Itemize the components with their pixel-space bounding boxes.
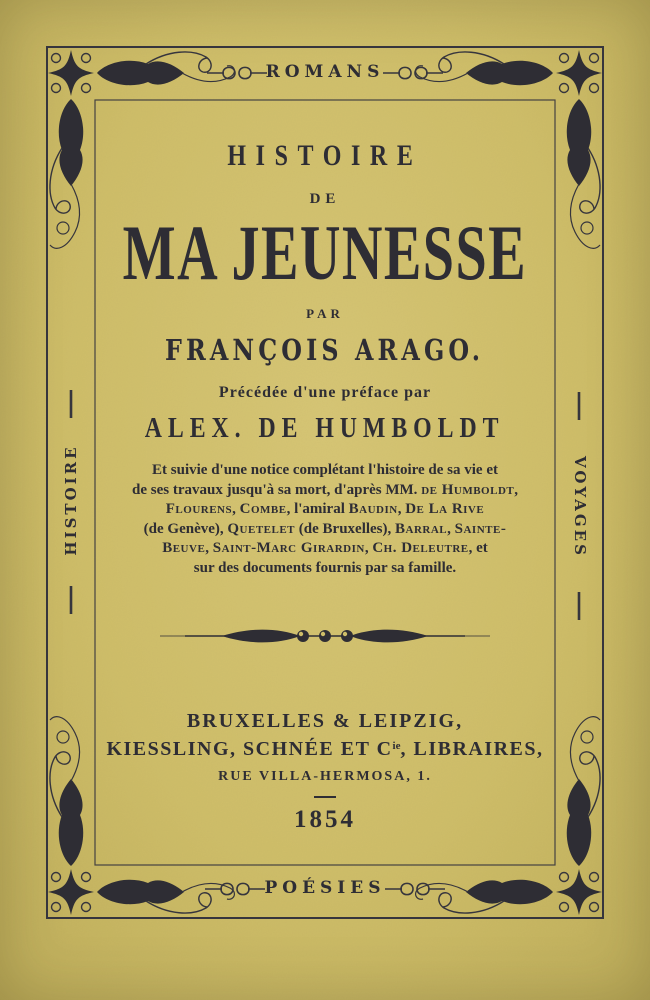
notice-line: Et suivie d'une notice complétant l'histoire de sa vie et	[152, 462, 498, 478]
publication-year: 1854	[294, 806, 356, 833]
notice-paragraph	[100, 461, 550, 578]
year-divider-dash	[314, 796, 336, 798]
imprint-address: RUE VILLA-HERMOSA, 1.	[218, 769, 432, 784]
preface-intro: Précédée d'une préface par	[218, 384, 432, 401]
notice-line: de ses travaux jusqu'à sa mort, d'après MM. de Humboldt,	[132, 481, 518, 498]
genre-label-romans: ROMANS	[265, 62, 385, 82]
author-name: FRANÇOIS ARAGO.	[165, 333, 485, 367]
genre-label-voyages: VOYAGES	[571, 456, 589, 558]
genre-label-histoire: HISTOIRE	[62, 444, 80, 556]
byline-par: PAR	[306, 306, 344, 321]
title-line-ma-jeunesse: MA JEUNESSE	[122, 209, 528, 296]
title-line-histoire: HISTOIRE	[227, 139, 423, 172]
genre-label-poesies: POÉSIES	[264, 878, 386, 898]
imprint-cities: BRUXELLES & LEIPZIG,	[186, 710, 464, 732]
superscript-ie: ie	[392, 740, 401, 752]
notice-line: (de Genève), Quetelet (de Bruxelles), Barral, Sainte-	[143, 520, 507, 537]
notice-line: sur des documents fournis par sa famille.	[193, 559, 457, 576]
imprint-publisher: KIESSLING, SCHNÉE ET $C^{ie}$, LIBRAIRES,	[106, 738, 544, 760]
notice-line: Beuve, Saint-Marc Girardin, Ch. Deleutre, et	[162, 540, 488, 556]
notice-line: Flourens, Combe, l'amiral Baudin, De La Rive	[165, 501, 485, 517]
title-line-de: DE	[309, 191, 341, 207]
preface-author: ALEX. DE HUMBOLDT	[145, 413, 505, 444]
